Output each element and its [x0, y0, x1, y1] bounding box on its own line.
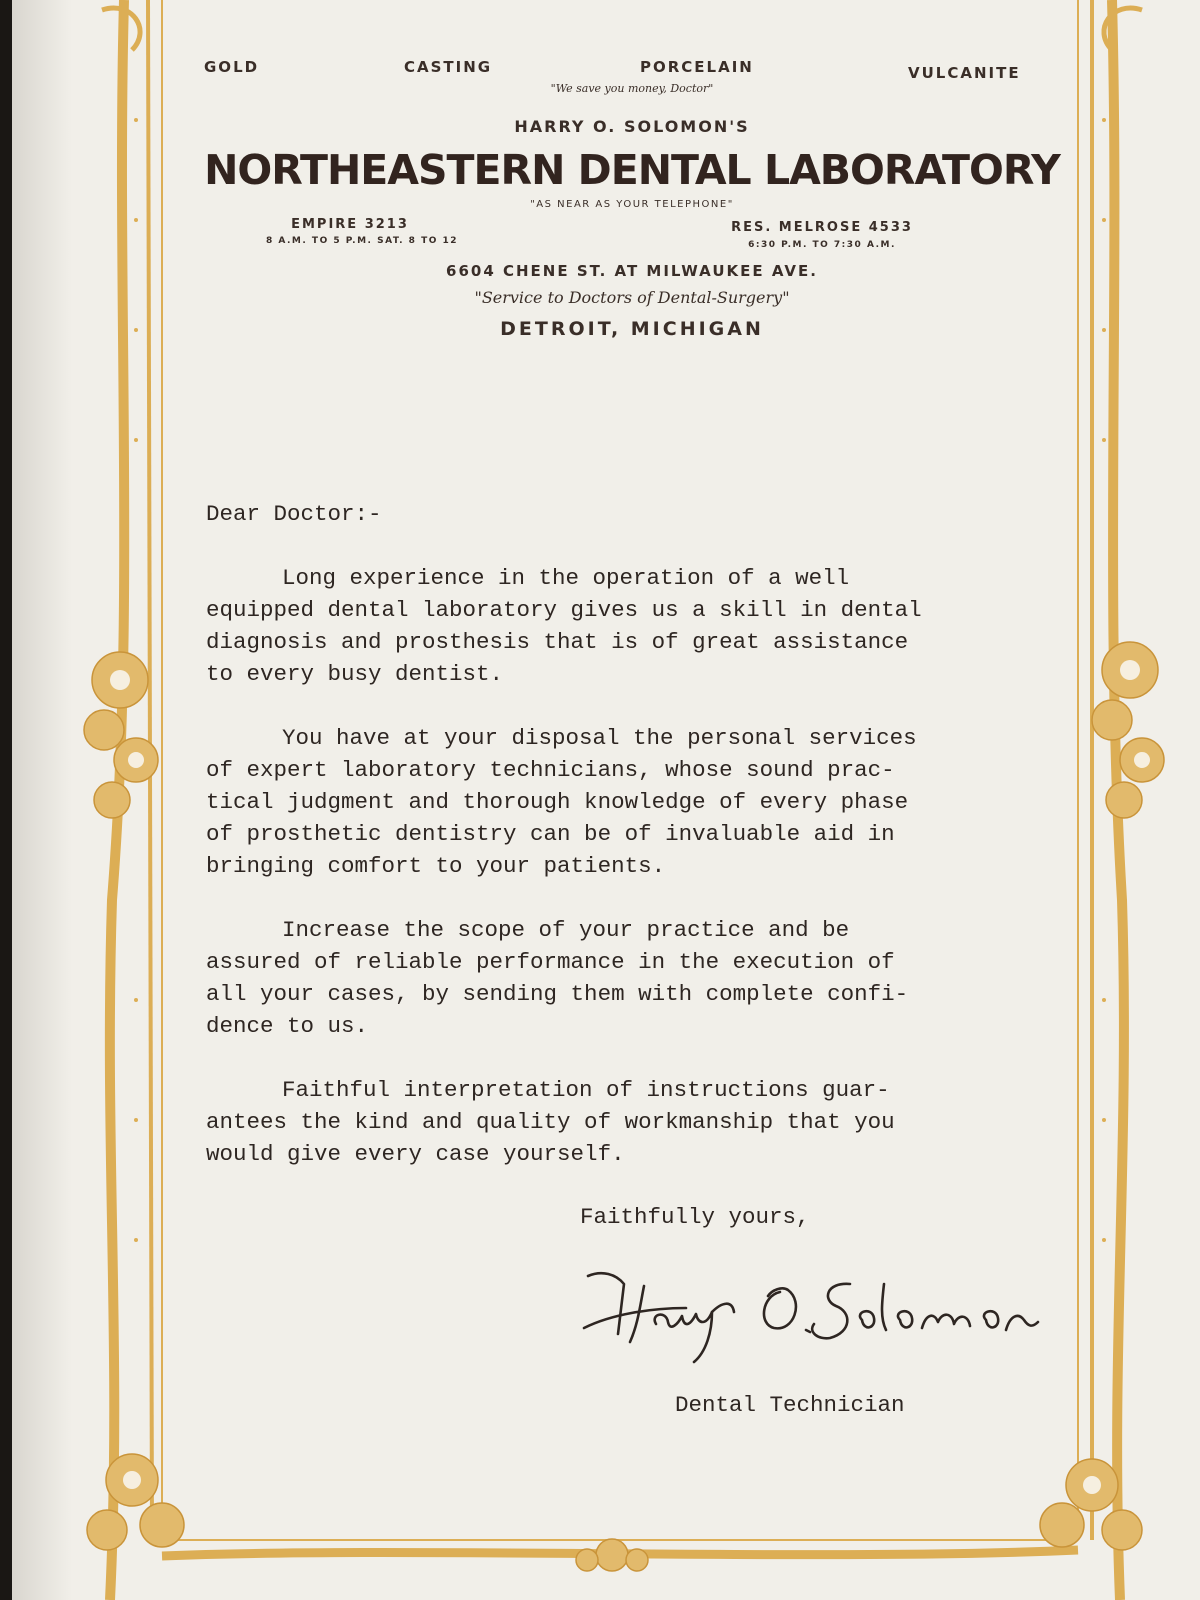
category-gold: GOLD: [204, 58, 260, 76]
phone-business: EMPIRE 3213: [291, 217, 409, 232]
salutation: Dear Doctor:-: [206, 501, 382, 527]
paragraph-1: Long experience in the operation of a well equipped dental laboratory gives us a skill in dental diagnosis and prosthesis that is of great assistance to every busy dentist.: [206, 565, 922, 687]
service-slogan: "Service to Doctors of Dental-Surgery": [474, 288, 790, 307]
paragraph-4: Faithful interpretation of instructions guar- antees the kind and quality of workmanship that you would give every case yourself.: [206, 1077, 895, 1167]
owner-name: HARRY O. SOLOMON'S: [514, 117, 750, 136]
signer-title: Dental Technician: [675, 1392, 905, 1418]
phone-residence: RES. MELROSE 4533: [731, 220, 913, 235]
category-vulcanite: VULCANITE: [908, 64, 1021, 82]
tagline: "AS NEAR AS YOUR TELEPHONE": [530, 199, 734, 210]
hours-residence: 6:30 P.M. TO 7:30 A.M.: [748, 240, 896, 250]
complimentary-closing: Faithfully yours,: [580, 1204, 810, 1230]
city-state: DETROIT, MICHIGAN: [500, 318, 764, 340]
category-porcelain: PORCELAIN: [640, 58, 754, 76]
street-address: 6604 CHENE ST. AT MILWAUKEE AVE.: [446, 262, 818, 280]
motto: "We save you money, Doctor": [550, 82, 714, 95]
letter-body: [206, 498, 1056, 1202]
laboratory-name: NORTHEASTERN DENTAL LABORATORY: [204, 146, 1060, 194]
paragraph-2: You have at your disposal the personal services of expert laboratory technicians, whose sound prac- tical judgment and thorough knowledge of every phase of prosthetic dentistry can be of invaluable aid in bringing comfort to your patients.: [206, 725, 917, 879]
paragraph-3: Increase the scope of your practice and be assured of reliable performance in the execution of all your cases, by sending them with complete confi- dence to us.: [206, 917, 909, 1039]
hours-business: 8 A.M. TO 5 P.M. SAT. 8 TO 12: [265, 236, 459, 246]
category-casting: CASTING: [404, 58, 493, 76]
letter-sheet: [12, 0, 1200, 1600]
signature: [582, 1262, 1042, 1372]
